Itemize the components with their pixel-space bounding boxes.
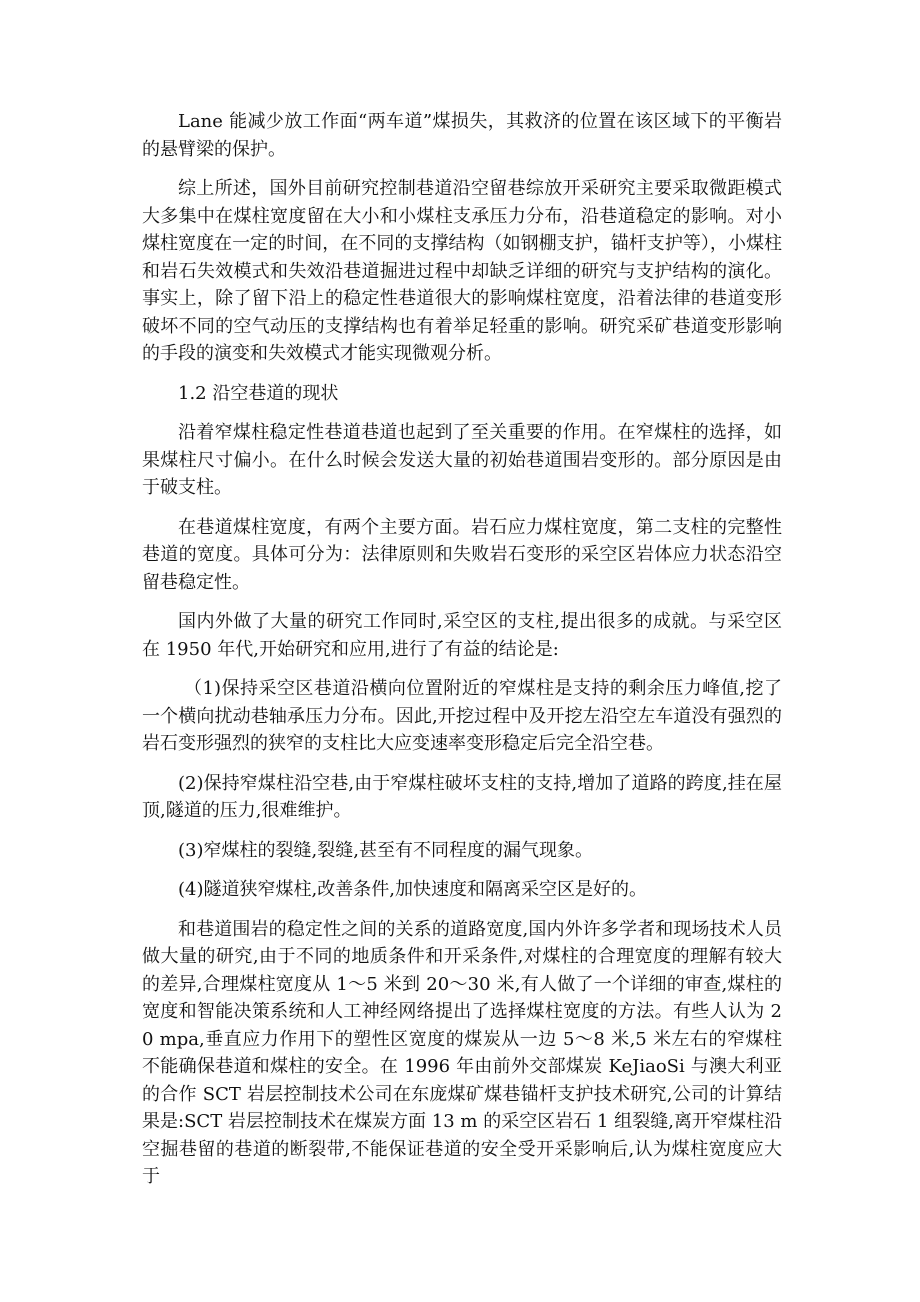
paragraph-road-width-research: 和巷道围岩的稳定性之间的关系的道路宽度,国内外许多学者和现场技术人员做大量的研究,由于不同的地质条件和开采条件,对煤柱的合理宽度的理解有较大的差异,合理煤柱宽度从 1～5 米到 20～30 米,有人做了一个详细的审查,煤柱的宽度和智能决策系统和人工神经网络提出了选择煤柱宽度的方法。有些人认为 20 mpa,垂直应力作用下的塑性区宽度的煤炭从一边 5～8 米,5 米左右的窄煤柱不能确保巷道和煤柱的安全。在 1996 年由前外交部煤炭 KeJiaoSi 与澳大利亚的合作 SCT 岩层控制技术公司在东庞煤矿煤巷锚杆支护技术研究,公司的计算结果是:SCT 岩层控制技术在煤炭方面 13 m 的采空区岩石 1 组裂缝,离开窄煤柱沿空掘巷留的巷道的断裂带,不能保证巷道的安全受开采影响后,认为煤柱宽度应大于: [142, 918, 782, 1187]
paragraph-narrow-pillar: 沿着窄煤柱稳定性巷道巷道也起到了至关重要的作用。在窄煤柱的选择，如果煤柱尺寸偏小。在什么时候会发送大量的初始巷道围岩变形的。部分原因是由于破支柱。: [142, 422, 782, 498]
document-page: [142, 108, 782, 1203]
list-item-3: (3)窄煤柱的裂缝,裂缝,甚至有不同程度的漏气现象。: [178, 839, 593, 861]
paragraph-pillar-width: 在巷道煤柱宽度，有两个主要方面。岩石应力煤柱宽度，第二支柱的完整性巷道的宽度。具体可分为：法律原则和失败岩石变形的采空区岩体应力状态沿空留巷稳定性。: [142, 516, 782, 593]
paragraph-research-history: 国内外做了大量的研究工作同时,采空区的支柱,提出很多的成就。与采空区在 1950 年代,开始研究和应用,进行了有益的结论是:: [142, 611, 782, 660]
list-item-1: （1)保持采空区巷道沿横向位置附近的窄煤柱是支持的剩余压力峰值,挖了一个横向扰动巷轴承压力分布。因此,开挖过程中及开挖左沿空左车道没有强烈的岩石变形强烈的狭窄的支柱比大应变速率变形稳定后完全沿空巷。: [142, 678, 782, 754]
paragraph-lane-intro: Lane 能减少放工作面“两车道”煤损失，其救济的位置在该区域下的平衡岩的悬臂梁的保护。: [142, 111, 782, 160]
section-heading-1-2: 1.2 沿空巷道的现状: [178, 382, 339, 404]
paragraph-summary: 综上所述，国外目前研究控制巷道沿空留巷综放开采研究主要采取微距模式大多集中在煤柱宽度留在大小和小煤柱支承压力分布，沿巷道稳定的影响。对小煤柱宽度在一定的时间，在不同的支撑结构（如钢棚支护，锚杆支护等），小煤柱和岩石失效模式和失效沿巷道掘进过程中却缺乏详细的研究与支护结构的演化。事实上，除了留下沿上的稳定性巷道很大的影响煤柱宽度，沿着法律的巷道变形破坏不同的空气动压的支撑结构也有着举足轻重的影响。研究采矿巷道变形影响的手段的演变和失效模式才能实现微观分析。: [142, 178, 782, 364]
list-item-4: (4)隧道狭窄煤柱,改善条件,加快速度和隔离采空区是好的。: [178, 879, 647, 900]
list-item-2: (2)保持窄煤柱沿空巷,由于窄煤柱破坏支柱的支持,增加了道路的跨度,挂在屋顶,隧道的压力,很难维护。: [142, 772, 782, 821]
